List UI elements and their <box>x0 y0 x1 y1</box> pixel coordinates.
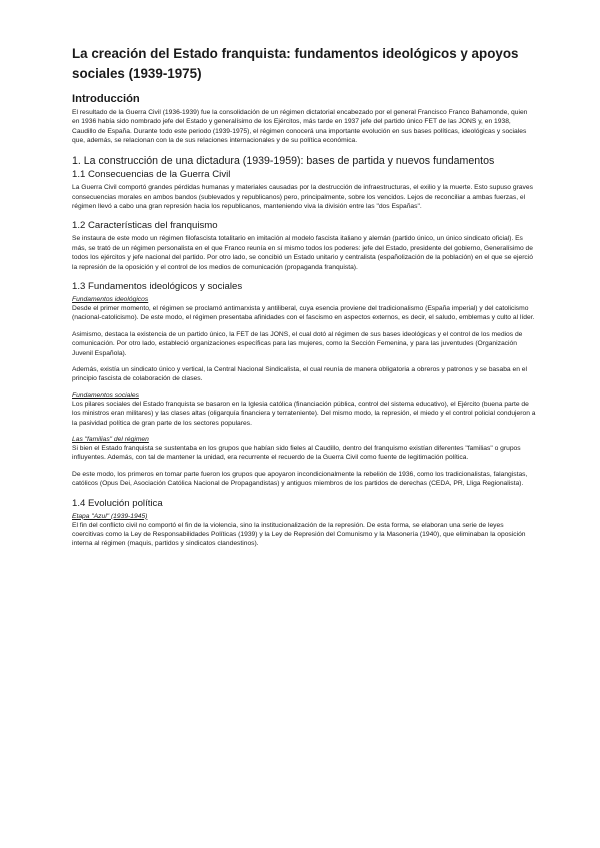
intro-heading: Introducción <box>72 93 140 105</box>
section-1-2-heading: 1.2 Características del franquismo <box>72 220 218 232</box>
intro-paragraph: El resultado de la Guerra Civil (1936-1939) fue la consolidación de un régimen dictatorial encabezado por el general Francisco Franco Bahamonde, quien en 1936 había sido nombrado jefe del Estado y generalísimo de los Ejércitos, más tarde en 1937 jefe del partido único FET de las JONS y, en 1938, Caudillo de España. Durante todo este periodo (1939-1975), el régimen conocerá una importante evolución en sus bases políticas, ideológicas y sociales que, además, se relacionan con la de sus relaciones internacionales y de su política económica. <box>72 109 528 145</box>
fundamentos-sociales-label: Fundamentos sociales <box>72 391 139 399</box>
document-title: La creación del Estado franquista: fundamentos ideológicos y apoyos sociales (1939-1975) <box>72 46 519 81</box>
section-1-3-paragraph-6: De este modo, los primeros en tomar parte fueron los grupos que apoyaron incondicionalmente la rebelión de 1936, como los tradicionalistas, falangistas, católicos (Opus Dei, Asociación Católica Nacional de Propagandistas) y antiguos miembros de los partidos de derechas (CEDA, PR, Lliga Regionalista). <box>72 470 528 488</box>
section-1-3-paragraph-3: Además, existía un sindicato único y vertical, la Central Nacional Sindicalista, el cual reunía de manera obligatoria a obreros y patronos y se basaba en el principio fascista de colaboración de clases. <box>72 366 528 383</box>
etapa-azul-label: Etapa "Azul" (1939-1945) <box>72 512 148 520</box>
section-1-3-paragraph-2: Asimismo, destaca la existencia de un partido único, la FET de las JONS, el cual dotó al régimen de sus bases ideológicas y el control de los medios de comunicación. Por otro lado, estableció organizaciones específicas para las mujeres, como la Sección Femenina, y para las juventudes (Organización Juvenil Española). <box>72 330 523 357</box>
section-1-3-paragraph-4: Los pilares sociales del Estado franquista se basaron en la Iglesia católica (financiación pública, control del sistema educativo), el Ejército (buena parte de los ministros eran militares) y las clases altas (oligarquía financiera y terrateniente). Del mismo modo, la represión, el miedo y el control policial condujeron a la pasividad política de gran parte de los sectores populares. <box>72 400 536 427</box>
section-1-3-paragraph-1: Desde el primer momento, el régimen se proclamó antimarxista y antiliberal, cuya esencia proviene del tradicionalismo (España imperial) y del catolicismo (nacional-catolicismo). De este modo, el régimen presentaba afinidades con el fascismo en aspectos externos, es decir, el saludo, emblemas y culto al líder. <box>72 304 535 322</box>
section-1-2-paragraph: Se instaura de este modo un régimen filofascista totalitario en imitación al modelo fascista italiano y alemán (partido único, un único sindicato oficial). Es más, se trató de un régimen personalista en el que Franco reunía en sí mismo todos los poderes: jefe del Estado, presidente del gobierno, Generalísimo de todos los ejércitos y jefe nacional del partido. Por otro lado, se concibió un Estado unitario y centralista (españolización de la población) en el que se ejerció la represión de la oposición y el control de los medios de comunicación (propaganda franquista). <box>72 235 533 271</box>
section-1-1-paragraph: La Guerra Civil comportó grandes pérdidas humanas y materiales causadas por la destrucción de infraestructuras, el exilio y la muerte. Esto supuso graves consecuencias morales en ambos bandos (sublevados y republicanos) pero, principalmente, sobre los vencidos. Lejos de reconciliar a ambas fuerzas, el régimen llevó a cabo una gran represión hacia los republicanos, manteniendo viva la división entre las "dos Españas". <box>72 184 533 210</box>
section-1-3-heading: 1.3 Fundamentos ideológicos y sociales <box>72 280 243 292</box>
familias-regimen-label: Las "familias" del régimen <box>72 436 149 444</box>
section-1-4-heading: 1.4 Evolución política <box>72 497 163 509</box>
fundamentos-ideologicos-label: Fundamentos ideológicos <box>72 295 149 303</box>
section-1-3-paragraph-5: Si bien el Estado franquista se sustentaba en los grupos que habían sido fieles al Caudillo, dentro del franquismo existían diferentes "familias" o grupos influyentes. Además, con tal de mantener la unidad, era recurrente el recuerdo de la Guerra Civil como fuente de legitimación política. <box>72 445 521 462</box>
section-1-1-heading: 1.1 Consecuencias de la Guerra Civil <box>72 169 231 181</box>
section-1-heading: 1. La construcción de una dictadura (1939-1959): bases de partida y nuevos fundamentos <box>72 154 495 167</box>
section-1-4-paragraph-1: El fin del conflicto civil no comportó el fin de la violencia, sino la institucionalización de la represión. De esta forma, se elaboran una serie de leyes coercitivas como la Ley de Responsabilidades Políticas (1939) y la Ley de Represión del Comunismo y la Masonería (1940), que eliminaban la oposición interna al régimen (maquis, partidos y sindicatos clandestinos). <box>72 521 526 548</box>
